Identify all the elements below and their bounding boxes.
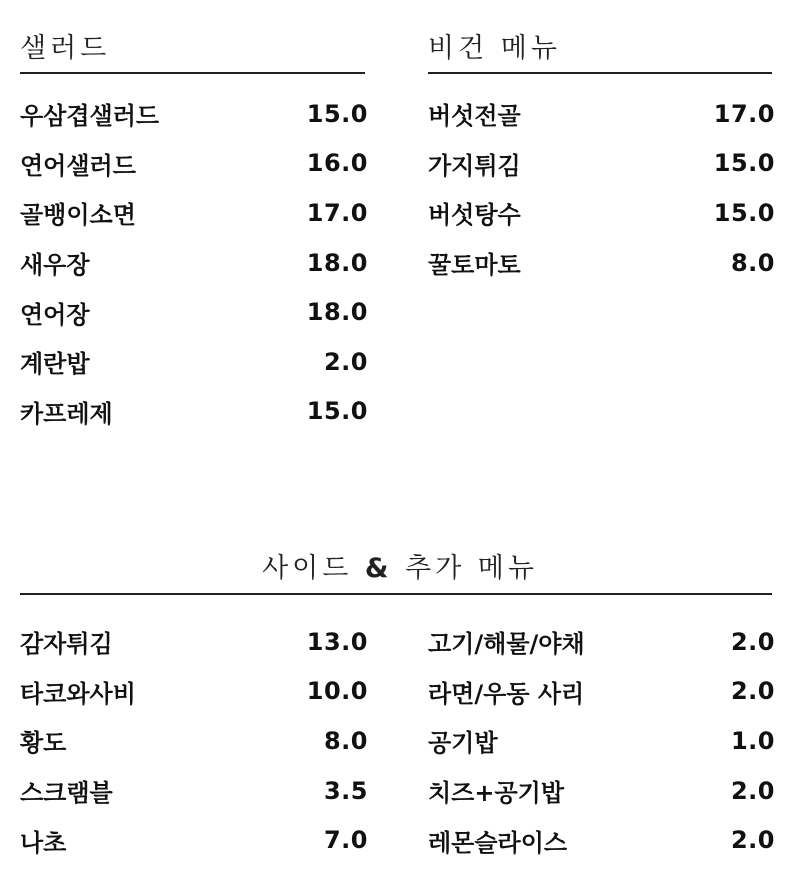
menu-item — [20, 387, 368, 437]
menu-item-name: 버섯전골 — [428, 102, 521, 131]
menu-item-price: 17.0 — [713, 99, 775, 128]
ampersand: & — [364, 553, 393, 584]
menu-item-name: 공기밥 — [428, 729, 498, 758]
menu-item-price: 2.0 — [730, 826, 775, 855]
menu-item-name: 감자튀김 — [20, 630, 113, 659]
menu-item-price: 15.0 — [306, 99, 368, 128]
menu-item-price: 10.0 — [306, 677, 368, 706]
menu-item — [428, 716, 775, 766]
menu-item-name: 스크램블 — [20, 779, 113, 808]
vegan-menu-list — [428, 89, 775, 287]
menu-item-name: 타코와사비 — [20, 679, 136, 708]
menu-item — [428, 139, 775, 189]
menu-item — [20, 89, 368, 139]
menu-item — [428, 617, 775, 667]
side-menu-list-left — [20, 617, 368, 865]
menu-item-name: 황도 — [20, 729, 67, 758]
menu-item — [20, 139, 368, 189]
menu-item — [20, 667, 368, 717]
menu-item-name: 버섯탕수 — [428, 201, 521, 230]
menu-item — [20, 188, 368, 238]
salad-menu-list — [20, 89, 368, 436]
menu-item-name: 레몬슬라이스 — [428, 828, 568, 857]
menu-item-price: 1.0 — [730, 726, 775, 755]
menu-item-price: 2.0 — [730, 677, 775, 706]
menu-item-price: 15.0 — [713, 149, 775, 178]
menu-item-price: 13.0 — [306, 627, 368, 656]
menu-item-name: 연어장 — [20, 300, 90, 329]
menu-item — [428, 188, 775, 238]
menu-item — [20, 337, 368, 387]
menu-item-price: 2.0 — [323, 347, 368, 376]
menu-item-price: 8.0 — [730, 248, 775, 277]
menu-item-name: 가지튀김 — [428, 151, 521, 180]
menu-item-price: 2.0 — [730, 776, 775, 805]
menu-item-price: 15.0 — [306, 397, 368, 426]
vegan-divider — [428, 72, 772, 74]
menu-item-name: 라면/우동 사리 — [428, 679, 585, 708]
menu-item-name: 우삼겹샐러드 — [20, 102, 160, 131]
menu-item-price: 15.0 — [713, 198, 775, 227]
menu-item-name: 계란밥 — [20, 350, 90, 379]
side-title-part2: 추가 메뉴 — [405, 553, 538, 584]
menu-item — [20, 238, 368, 288]
menu-item — [20, 617, 368, 667]
menu-item — [20, 716, 368, 766]
menu-item-name: 치즈+공기밥 — [428, 779, 565, 808]
vegan-section-title: 비건 메뉴 — [428, 33, 561, 64]
menu-item-name: 고기/해물/야채 — [428, 630, 585, 659]
menu-item — [428, 667, 775, 717]
menu-item-name: 꿀토마토 — [428, 251, 521, 280]
side-menu-list-right — [428, 617, 775, 865]
menu-item — [20, 815, 368, 865]
menu-item — [428, 238, 775, 288]
salad-divider — [20, 72, 365, 74]
menu-item-price: 2.0 — [730, 627, 775, 656]
menu-item-name: 연어샐러드 — [20, 151, 136, 180]
menu-item-name: 카프레제 — [20, 399, 113, 428]
menu-item-name: 나초 — [20, 828, 67, 857]
side-title-part1: 사이드 — [262, 553, 353, 584]
menu-item-name: 새우장 — [20, 251, 90, 280]
menu-item-price: 16.0 — [306, 149, 368, 178]
menu-item-price: 7.0 — [323, 826, 368, 855]
menu-item — [20, 766, 368, 816]
menu-item-price: 18.0 — [306, 248, 368, 277]
side-divider — [20, 593, 772, 595]
menu-item — [428, 766, 775, 816]
menu-item — [20, 287, 368, 337]
menu-item-price: 3.5 — [323, 776, 368, 805]
salad-section-title: 샐러드 — [20, 33, 111, 64]
menu-item-price: 8.0 — [323, 726, 368, 755]
menu-item — [428, 815, 775, 865]
menu-item-name: 골뱅이소면 — [20, 201, 136, 230]
side-section-title — [0, 546, 800, 585]
menu-item-price: 18.0 — [306, 298, 368, 327]
menu-item — [428, 89, 775, 139]
menu-item-price: 17.0 — [306, 198, 368, 227]
